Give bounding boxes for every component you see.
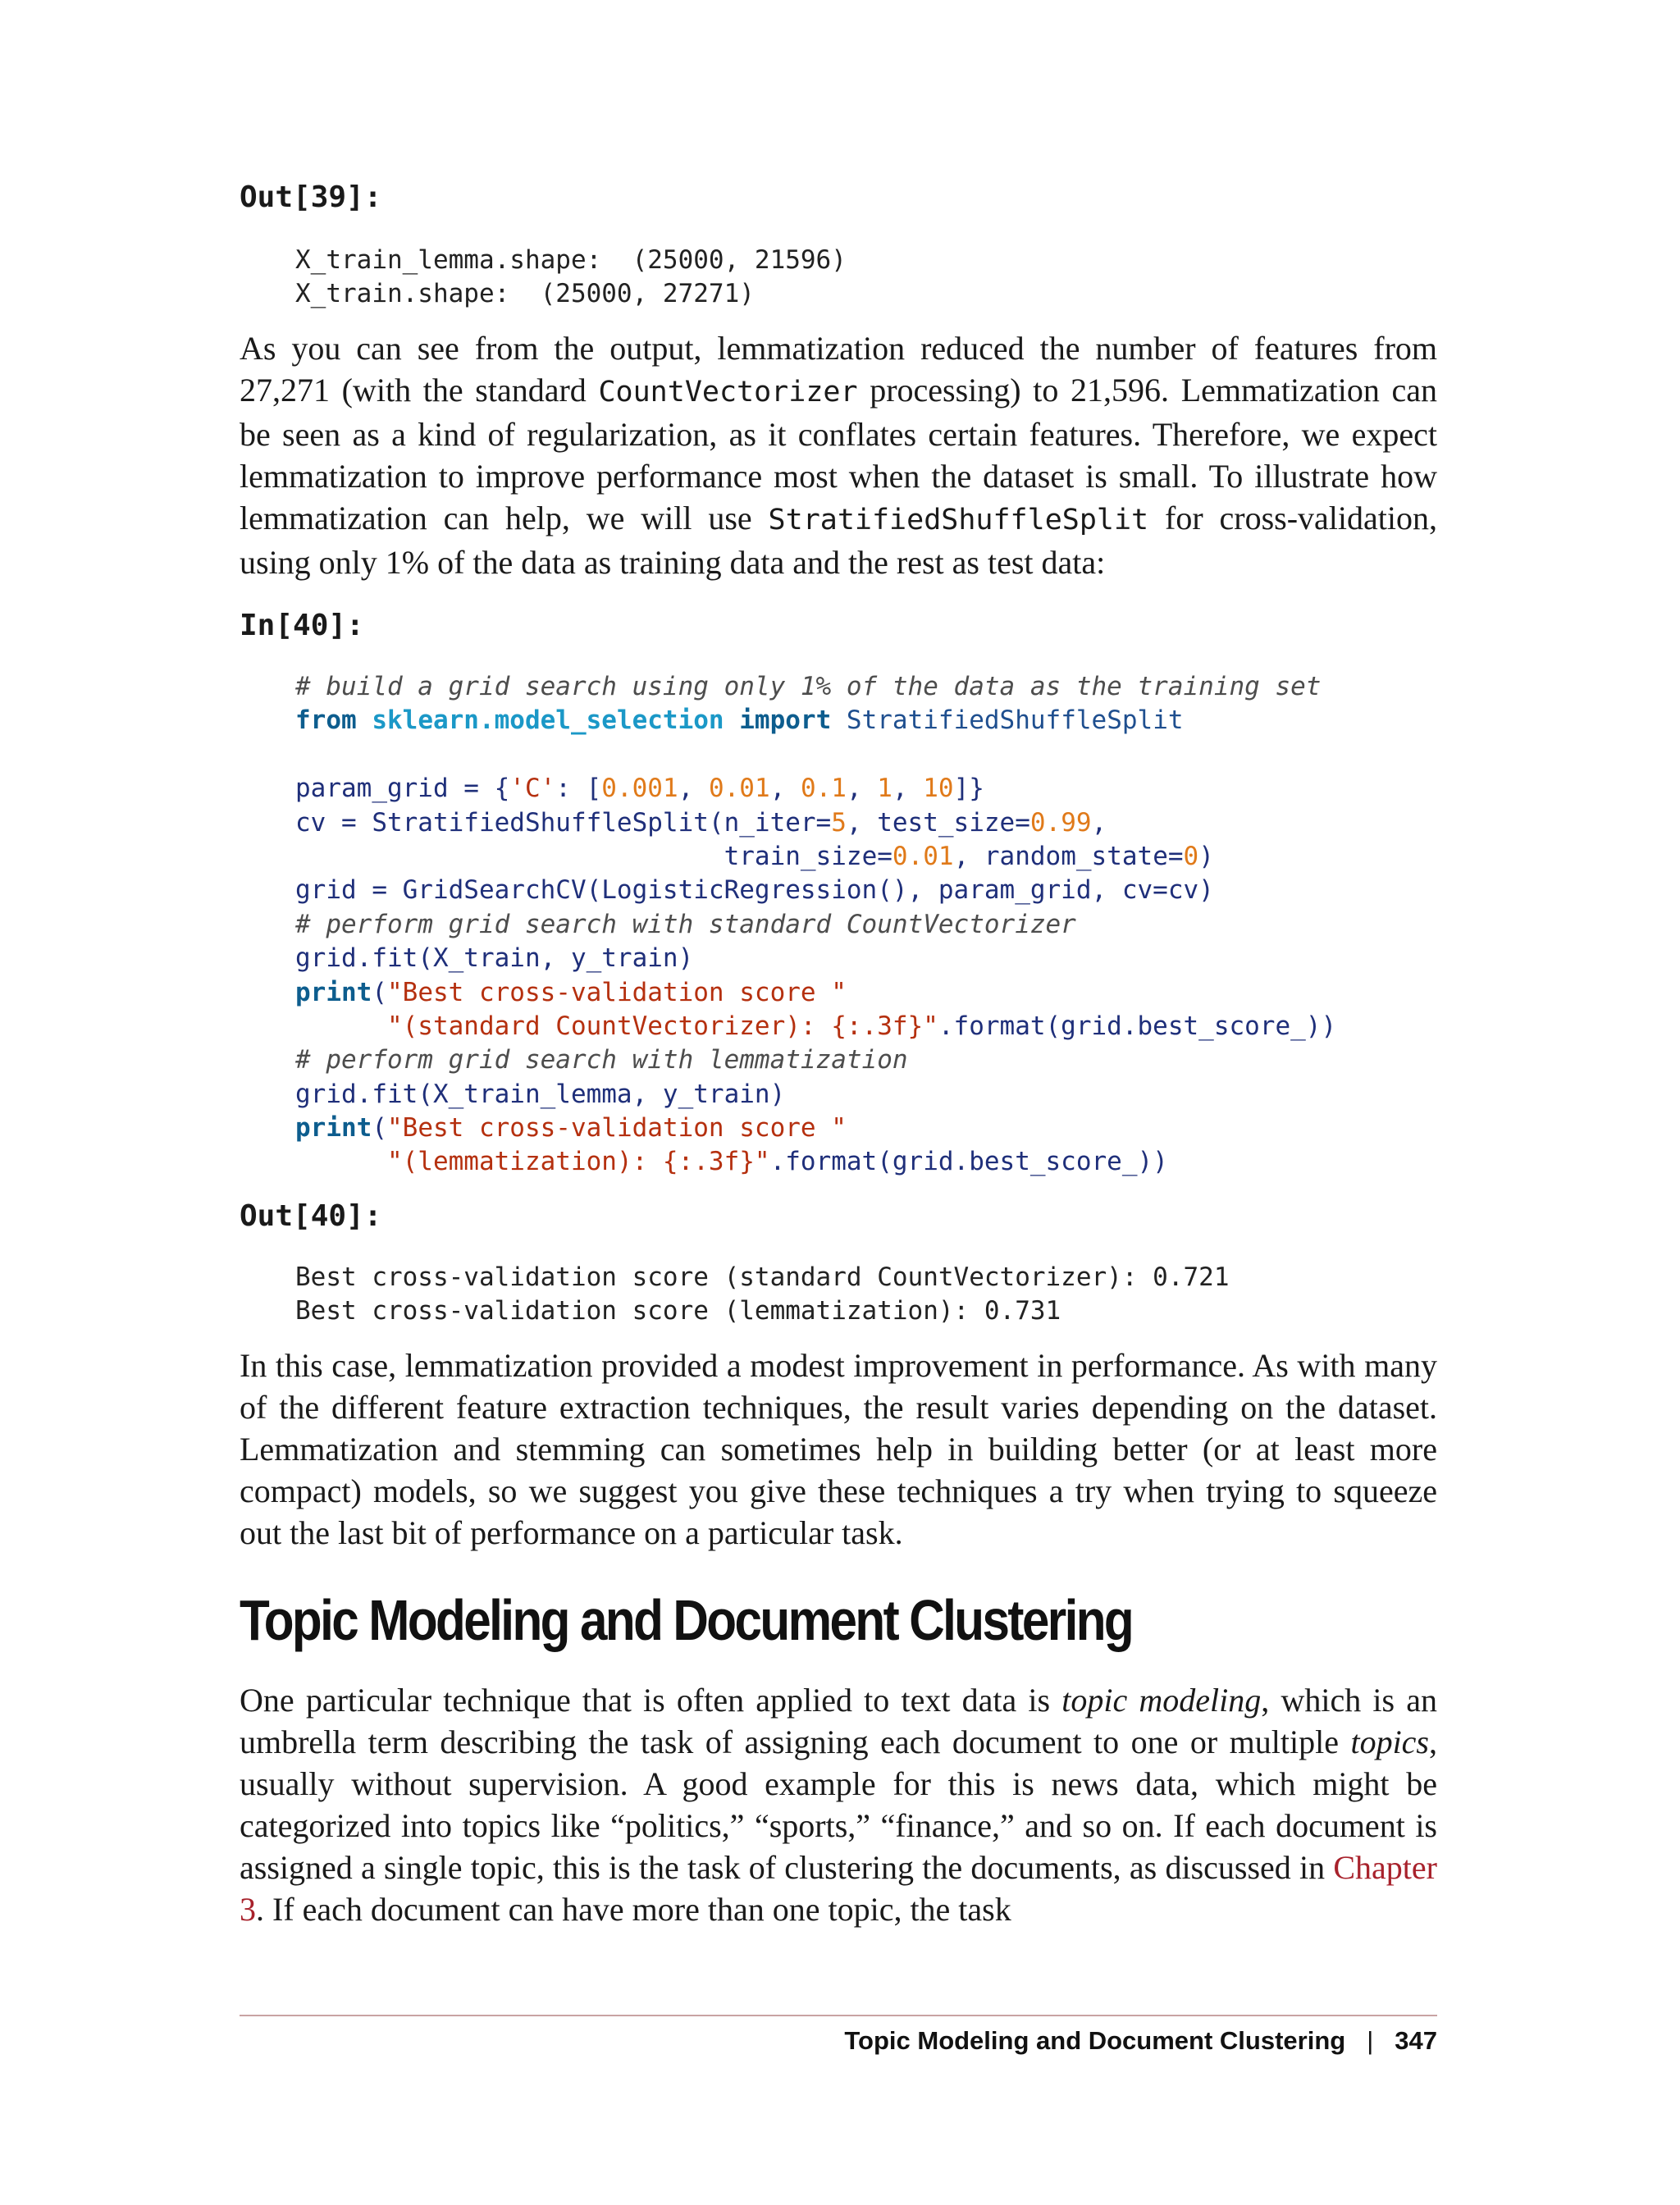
para1-text-1: As you can see from the output, lemmatization reduced the number of features from 27,271 (with the standard — [240, 330, 1437, 409]
para1-text-2: processing) to 21,596. Lemmatization can be seen as a kind of regularization, as it conflates certain features. Therefore, we expect lemmatization to improve performance most when the dataset is small. To illustrate how lemmatization can help, we will use — [240, 372, 1437, 536]
code-blank-line — [295, 738, 1336, 772]
section-heading: Topic Modeling and Document Clustering — [240, 1588, 1133, 1652]
paragraph-lemmatization-conclusion: In this case, lemmatization provided a modest improvement in performance. As with many of the different feature extraction techniques, the result varies depending on the dataset. Lemmatization and stemming can sometimes help in building better (or at least more compact) models, so we suggest you give these techniques a try when trying to squeeze out the last bit of performance on a particular task. — [240, 1347, 1437, 1551]
footer-separator: | — [1367, 2026, 1374, 2055]
code-grid-line: grid = GridSearchCV(LogisticRegression(), param_grid, cv=cv) — [295, 875, 1214, 906]
code-print-standard-1: print("Best cross-validation score " — [295, 977, 847, 1007]
para3-text-3: , usually without supervision. A good example for this is news data, which might be categorized into topics like “politics,” “sports,” “finance,” and so on. If each document is assigned a single topic, this is the task of clustering the documents, as discussed in — [240, 1723, 1437, 1886]
para3-text-2: , which is an umbrella term describing the task of assigning each document to one or multiple — [240, 1682, 1437, 1760]
code-print-standard-2: "(standard CountVectorizer): {:.3f}".format(grid.best_score_)) — [386, 1011, 1337, 1041]
inline-code-stratifiedshufflesplit: StratifiedShuffleSplit — [768, 504, 1149, 536]
out39-line-1: X_train_lemma.shape: (25000, 21596) — [295, 245, 847, 275]
para1-text-3: for cross-validation, using only 1% of the data as training data and the rest as test data: — [240, 500, 1437, 581]
out40-prompt: Out[40]: — [240, 1199, 382, 1233]
footer-title: Topic Modeling and Document Clustering — [844, 2026, 1346, 2055]
code-fit-lemma: grid.fit(X_train_lemma, y_train) — [295, 1079, 786, 1109]
em-topics: topics — [1350, 1723, 1429, 1760]
code-cv-line: cv = StratifiedShuffleSplit(n_iter=5, test_size=0.99, — [295, 807, 1107, 838]
page-footer — [844, 2026, 1437, 2056]
code-print-lemma-1: print("Best cross-validation score " — [295, 1113, 847, 1144]
code-cv-continuation-line: train_size=0.01, random_state=0) — [724, 841, 1214, 871]
out40-line-1: Best cross-validation score (standard CountVectorizer): 0.721 — [295, 1262, 1230, 1292]
inline-code-countvectorizer: CountVectorizer — [598, 376, 858, 409]
paragraph-topic-modeling — [240, 1679, 1437, 1930]
out40-line-2: Best cross-validation score (lemmatization): 0.731 — [295, 1296, 1061, 1326]
code-comment-lemmatization: # perform grid search with lemmatization — [295, 1045, 908, 1075]
in40-prompt: In[40]: — [240, 609, 364, 642]
page-number: 347 — [1395, 2026, 1437, 2055]
em-topic-modeling: topic modeling — [1061, 1682, 1262, 1719]
code-print-lemma-2: "(lemmatization): {:.3f}".format(grid.best_score_)) — [386, 1147, 1168, 1177]
code-comment-standard: # perform grid search with standard CountVectorizer — [295, 909, 1076, 939]
out39-prompt: Out[39]: — [240, 180, 382, 214]
chapter-3-link[interactable]: Chapter 3 — [240, 1849, 1437, 1928]
footer-rule — [240, 2015, 1437, 2016]
out39-line-2: X_train.shape: (25000, 27271) — [295, 279, 755, 309]
out39-output — [295, 244, 847, 312]
paragraph-lemmatization-results — [240, 327, 1437, 583]
para3-text-1: One particular technique that is often applied to text data is — [240, 1682, 1062, 1719]
code-fit-standard: grid.fit(X_train, y_train) — [295, 943, 694, 974]
para3-text-4: . If each document can have more than one topic, the task — [256, 1891, 1011, 1928]
code-comment-grid-search: # build a grid search using only 1% of the data as the training set — [295, 672, 1322, 701]
code-param-grid-line: param_grid = {'C': [0.001, 0.01, 0.1, 1, 10]} — [295, 774, 984, 804]
in40-code — [295, 670, 1336, 1180]
out40-output — [295, 1261, 1229, 1329]
code-import-line: from sklearn.model_selection import StratifiedShuffleSplit — [295, 705, 1184, 736]
book-page — [240, 0, 1437, 2205]
